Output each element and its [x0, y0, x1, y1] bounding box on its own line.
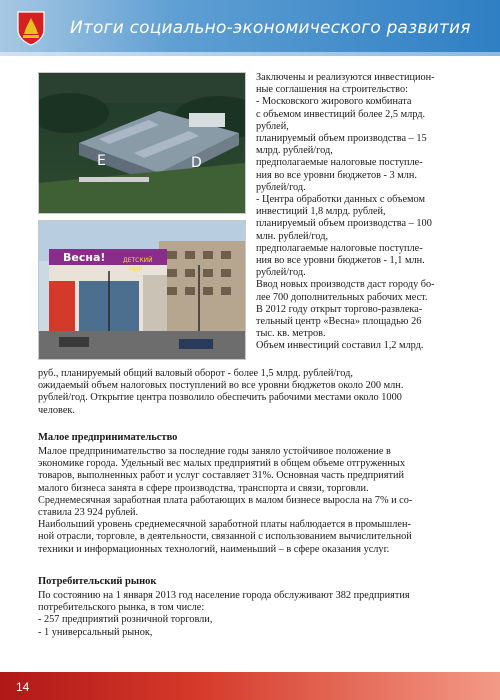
mall-sign-text: Весна!: [63, 251, 106, 264]
text-line: - 257 предприятий розничной торговли,: [38, 614, 213, 626]
industrial-complex-photo: [38, 72, 246, 214]
mall-investment-text: [38, 368, 465, 417]
text-line: - Московского жирового комбината: [256, 96, 412, 108]
investment-agreements-text: [256, 72, 465, 353]
page-header-title: Итоги социально-экономического развития: [70, 18, 471, 38]
text-line: По состоянию на 1 января 2013 год население города обслуживают 382 предприятия: [38, 590, 410, 601]
footer-band: [0, 672, 500, 700]
shopping-mall-photo: [38, 220, 246, 360]
text-line: Объем инвестиций составил 1,2 млрд.: [256, 340, 424, 352]
svg-text:D: D: [191, 155, 202, 171]
consumer-market-text: [38, 590, 465, 639]
store-sign-text-1: ДЕТСКИЙ: [123, 257, 153, 264]
text-line: ставила 23 924 рублей.: [38, 507, 139, 519]
text-line: инвестиций 1,8 млрд. рублей,: [256, 206, 386, 218]
text-line: ния во все уровни бюджетов - 3 млн.: [256, 169, 417, 181]
text-line: планируемый объем производства – 100: [256, 218, 432, 230]
text-line: Среднемесячная заработная плата работающих в малом бизнесе выросла на 7% и со-: [38, 494, 413, 506]
text-line: техники и информационных технологий, наименьший – в сфере оказания услуг.: [38, 543, 390, 555]
text-line: лее 700 дополнительных рабочих мест.: [256, 291, 428, 303]
page-number: 14: [16, 680, 30, 694]
text-line: - Центра обработки данных с объемом: [256, 194, 426, 206]
text-line: предполагаемые налоговые поступле-: [256, 242, 423, 254]
text-line: Малое предпринимательство за последние годы заняло устойчивое положение в: [38, 446, 391, 457]
text-line: человек.: [38, 404, 75, 416]
text-line: ния во все уровни бюджетов - 1,1 млн.: [256, 255, 425, 267]
city-emblem-icon: [16, 10, 46, 46]
store-sign-text-2: МИР: [129, 266, 143, 273]
text-line: потребительского рынка, в том числе:: [38, 602, 205, 614]
text-line: тыс. кв. метров.: [256, 328, 326, 340]
text-line: ожидаемый объем налоговых поступлений во все уровни бюджетов около 200 млн.: [38, 380, 404, 392]
text-line: рублей,: [256, 120, 289, 132]
text-line: экономике города. Удельный вес малых предприятий в общем объеме отгруженных: [38, 458, 405, 470]
small-business-heading: Малое предпринимательство: [38, 432, 178, 443]
text-line: тельный центр «Весна» площадью 26: [256, 316, 422, 328]
header-band: [0, 0, 500, 56]
text-line: млн. рублей/год,: [256, 230, 329, 242]
text-line: рублей/год.: [256, 181, 306, 193]
text-line: с объемом инвестиций более 2,5 млрд.: [256, 108, 426, 120]
text-line: млрд. рублей/год,: [256, 145, 333, 157]
text-line: ные соглашения на строительство:: [256, 84, 408, 96]
text-line: планируемый объем производства – 15: [256, 133, 427, 145]
text-line: - 1 универсальный рынок,: [38, 626, 153, 638]
text-line: руб., планируемый общий валовый оборот - более 1,5 млрд. рублей/год,: [38, 368, 353, 379]
text-line: малого бизнеса занята в сфере производства, транспорта и связи, торговли.: [38, 482, 369, 494]
text-line: Наибольший уровень среднемесячной заработной платы наблюдается в промышлен-: [38, 519, 411, 531]
svg-text:E: E: [97, 153, 106, 169]
text-line: рублей/год. Открытие центра позволило обеспечить рабочими местами около 1000: [38, 392, 402, 404]
consumer-market-heading: Потребительский рынок: [38, 576, 157, 587]
text-line: Заключены и реализуются инвестицион-: [256, 72, 435, 83]
text-line: рублей/год.: [256, 267, 306, 279]
text-line: предполагаемые налоговые поступле-: [256, 157, 423, 169]
small-business-text: [38, 446, 465, 556]
text-line: Ввод новых производств даст городу бо-: [256, 279, 435, 291]
text-line: В 2012 году открыт торгово-развлека-: [256, 303, 423, 315]
text-line: товаров, выполненных работ и услуг составляет 31%. Основная часть предприятий: [38, 470, 405, 482]
text-line: ной отрасли, торговле, в деятельности, связанной с использованием вычислительной: [38, 531, 412, 543]
